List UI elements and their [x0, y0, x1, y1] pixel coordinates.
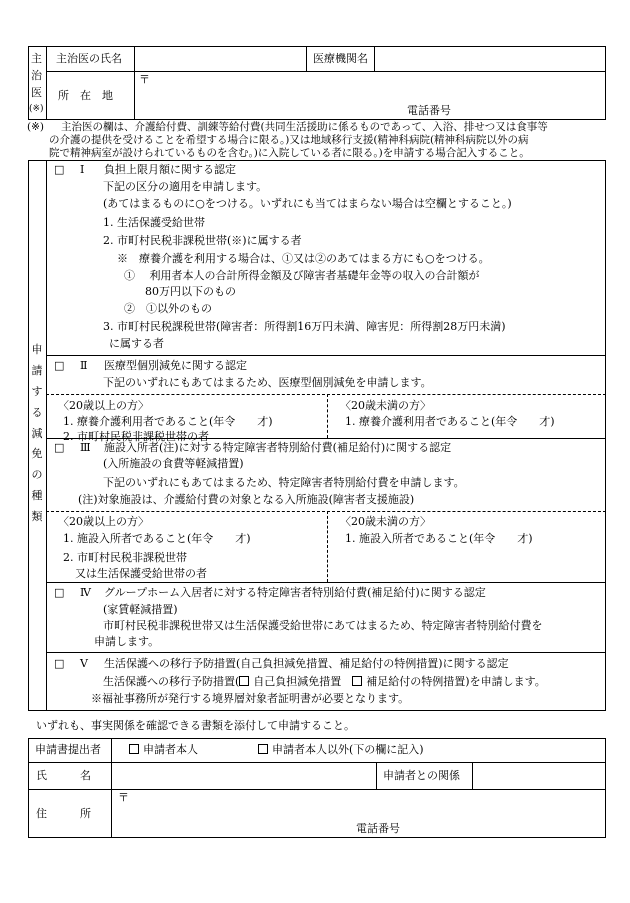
block3-column-divider: [327, 511, 328, 582]
block3-text: 下記のいずれにもあてはまるため、特定障害者特別給付費を申請します。: [103, 476, 465, 489]
doctor-side-char: (※): [29, 104, 44, 114]
block4-title: グループホーム入居者に対する特定障害者特別給付費(補足給付)に関する認定: [104, 586, 486, 599]
doctor-row-divider: [46, 71, 606, 72]
block1-text: 80万円以下のもの: [145, 285, 236, 298]
medical-institution-label: 医療機関名: [313, 52, 368, 65]
block2-left-heading: 〈20歳以上の方〉: [58, 399, 149, 412]
supplementary-benefit-checkbox[interactable]: [352, 676, 362, 686]
doctor-name-field[interactable]: [140, 50, 300, 68]
note-mark: (※): [27, 121, 44, 133]
block2-age-under20-item[interactable]: 1. 療養介護利用者であること(年令 才): [345, 415, 555, 428]
doctor-name-label: 主治医の氏名: [56, 52, 122, 65]
block3-dashed-divider: [46, 511, 606, 512]
block1-text: (あてはまるものに○をつける。いずれにも当てはまらない場合は空欄とすること。): [103, 197, 512, 210]
applicant-name-label: 氏 名: [36, 769, 91, 782]
self-option-label: 申請者本人: [143, 743, 198, 756]
block1-option[interactable]: 1. 生活保護受給世帯: [103, 216, 205, 229]
note-line: の介護の提供を受けることを希望する場合に限る。)又は地域移行支援(精神科病院(精神科病院以外の病: [49, 134, 529, 146]
applicant-row-divider: [28, 762, 606, 763]
block1-option[interactable]: 2. 市町村民税非課税世帯(※)に属する者: [103, 234, 302, 247]
block4-subtitle: (家賃軽減措置): [103, 603, 178, 616]
block2-number: Ⅱ: [80, 359, 88, 372]
block5-number: Ⅴ: [80, 657, 88, 670]
block4-text: 申請します。: [94, 635, 160, 648]
block2-text: 下記のいずれにもあてはまるため、医療型個別減免を申請します。: [103, 376, 432, 389]
block-divider: [46, 438, 606, 439]
applicant-address-label: 住 所: [36, 807, 91, 820]
submitter-option-self[interactable]: [129, 743, 198, 757]
block2-column-divider: [327, 394, 328, 438]
block2-age-over20-item[interactable]: 1. 療養介護利用者であること(年令 才): [63, 415, 273, 428]
block2-checkbox[interactable]: □: [54, 359, 65, 372]
block5-checkbox[interactable]: □: [54, 657, 65, 670]
applicant-phone-label: 電話番号: [356, 822, 400, 835]
block2-title: 医療型個別減免に関する認定: [104, 359, 247, 372]
relation-label-right-divider: [472, 762, 473, 789]
doctor-name-label-divider: [134, 46, 135, 71]
doctor-side-char: 主: [31, 52, 42, 65]
submitter-label: 申請書提出者: [35, 743, 101, 756]
doctor-side-divider: [46, 46, 47, 120]
block3-subtitle: (入所施設の食費等軽減措置): [103, 457, 244, 470]
block4-number: Ⅳ: [80, 586, 91, 599]
block3-left-heading: 〈20歳以上の方〉: [58, 515, 149, 528]
submitter-option-other[interactable]: [258, 743, 424, 757]
block5-text: 生活保護への移行予防措置(: [103, 675, 240, 688]
block4-text: 市町村民税非課税世帯又は生活保護受給世帯にあてはまるため、特定障害者特別給付費を: [103, 619, 543, 632]
block3-note: (注)対象施設は、介護給付費の対象となる入所施設(障害者支援施設): [78, 493, 415, 506]
relation-field[interactable]: [477, 765, 601, 785]
applicant-postal-mark: 〒: [118, 791, 129, 804]
reduction-side-divider: [46, 160, 47, 711]
doctor-postal-mark: 〒: [139, 73, 150, 86]
reduction-side-label: 申 請 す る 減 免 の 種 類: [31, 343, 43, 524]
self-burden-checkbox[interactable]: [239, 676, 249, 686]
applicant-name-field[interactable]: [116, 765, 371, 785]
block1-option[interactable]: ② ①以外のもの: [124, 302, 212, 315]
block1-text: ※ 療養介護を利用する場合は、①又は②のあてはまる方にも○をつける。: [117, 252, 490, 265]
block5-note: ※福祉事務所が発行する境界層対象者証明書が必要となります。: [91, 692, 410, 705]
block1-option[interactable]: ① 利用者本人の合計所得金額及び障害者基礎年金等の収入の合計額が: [124, 269, 480, 282]
block5-title: 生活保護への移行予防措置(自己負担減免措置、補足給付の特例措置)に関する認定: [104, 657, 509, 670]
note-line: 院で精神病室が設けられているものを含む。)に入院している者に限る。)を申請する場合記入すること。: [49, 147, 530, 159]
block2-age-over20-item: 2. 市町村民税非課税世帯の者: [63, 430, 209, 443]
block5-options-line: [103, 675, 546, 689]
block3-age-over20-item[interactable]: 1. 施設入所者であること(年令 才): [63, 532, 251, 545]
block1-checkbox[interactable]: □: [54, 163, 65, 176]
doctor-side-char: 医: [31, 86, 42, 99]
block-divider: [46, 355, 606, 356]
block3-age-over20-item: 又は生活保護受給世帯の者: [75, 567, 207, 580]
block-divider: [46, 582, 606, 583]
doctor-phone-label: 電話番号: [407, 104, 451, 117]
relation-label-left-divider: [376, 762, 377, 789]
block-divider: [46, 652, 606, 653]
relation-label: 申請者との関係: [383, 769, 460, 782]
block4-checkbox[interactable]: □: [54, 586, 65, 599]
block3-right-heading: 〈20歳未満の方〉: [340, 515, 431, 528]
block1-option[interactable]: 3. 市町村民税課税世帯(障害者：所得割16万円未満、障害児：所得割28万円未満): [103, 320, 506, 333]
block3-number: Ⅲ: [80, 441, 91, 454]
doctor-name-field-divider: [306, 46, 307, 71]
block1-number: Ⅰ: [80, 163, 85, 176]
doctor-side-char: 治: [31, 69, 42, 82]
block1-title: 負担上限月額に関する認定: [104, 163, 236, 176]
doctor-address-field[interactable]: [150, 74, 590, 102]
footer-note: いずれも、事実関係を確認できる書類を添付して申請すること。: [36, 719, 355, 732]
self-burden-label: 自己負担減免措置: [253, 675, 353, 688]
applicant-label-divider: [111, 738, 112, 838]
other-checkbox[interactable]: [258, 744, 268, 754]
self-checkbox[interactable]: [129, 744, 139, 754]
block2-right-heading: 〈20歳未満の方〉: [340, 399, 431, 412]
block3-checkbox[interactable]: □: [54, 441, 65, 454]
doctor-inst-label-divider: [374, 46, 375, 71]
block1-text: に属する者: [109, 337, 164, 350]
medical-institution-field[interactable]: [380, 50, 600, 68]
applicant-address-field[interactable]: [130, 792, 590, 818]
block3-age-under20-item[interactable]: 1. 施設入所者であること(年令 才): [345, 532, 533, 545]
block1-text: 下記の区分の適用を申請します。: [103, 180, 268, 193]
note-line: 主治医の欄は、介護給付費、訓練等給付費(共同生活援助に係るものであって、入浴、排せつ又は食事等: [61, 121, 548, 133]
block2-dashed-divider: [46, 394, 606, 395]
other-option-label: 申請者本人以外(下の欄に記入): [272, 743, 424, 756]
doctor-address-label: 所 在 地: [58, 89, 113, 102]
supplementary-benefit-label: 補足給付の特例措置)を申請します。: [366, 675, 546, 688]
block3-title: 施設入所者(注)に対する特定障害者特別給付費(補足給付)に関する認定: [104, 441, 452, 454]
doctor-addr-label-divider: [134, 71, 135, 120]
block3-age-over20-item: 2. 市町村民税非課税世帯: [63, 551, 187, 564]
applicant-row-divider: [28, 789, 606, 790]
